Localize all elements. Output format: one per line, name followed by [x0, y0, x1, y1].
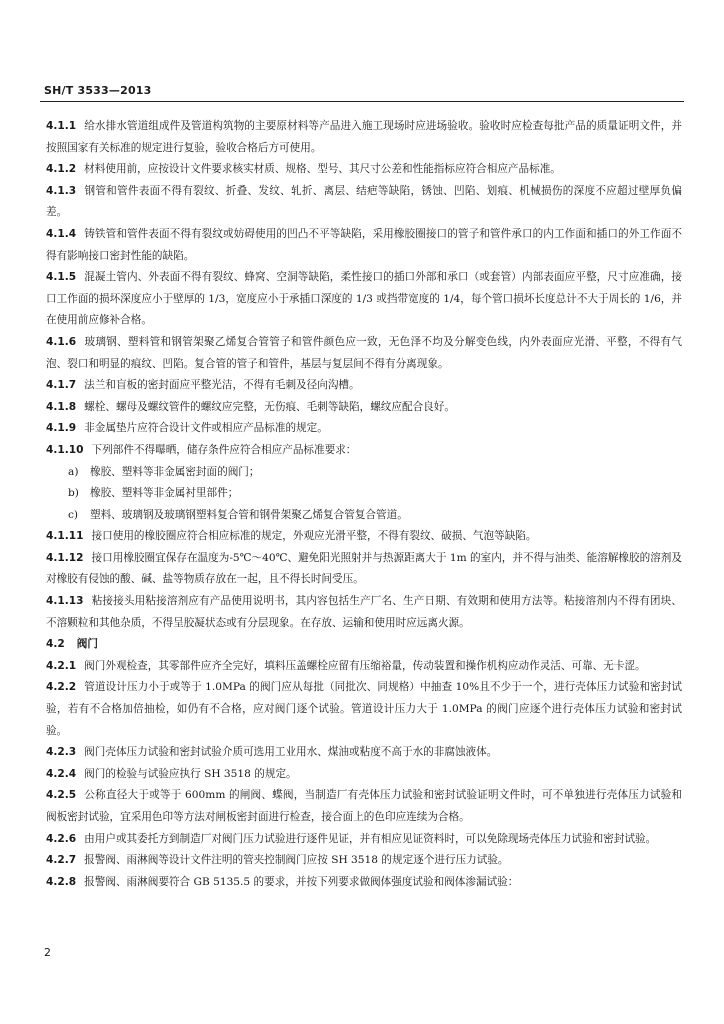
clause-number: 4.2.3 — [46, 746, 77, 759]
clause-number: 4.1.8 — [46, 400, 77, 413]
clause-paragraph — [46, 850, 682, 872]
standard-code: SH/T 3533—2013 — [44, 84, 152, 97]
header-rule — [40, 101, 684, 102]
list-text: 橡胶、塑料等非金属密封面的阀门； — [90, 465, 260, 478]
clause-text: 阀门的检验与试验应执行 SH 3518 的规定。 — [84, 767, 297, 780]
clause-paragraph — [46, 181, 682, 224]
clause-text: 螺栓、螺母及螺纹管件的螺纹应完整，无伤痕、毛刺等缺陷，螺纹应配合良好。 — [84, 400, 455, 413]
clause-paragraph — [46, 526, 682, 548]
clause-number: 4.1.12 — [46, 551, 84, 564]
content-body — [46, 116, 682, 893]
clause-paragraph — [46, 116, 682, 159]
clause-paragraph — [46, 440, 682, 462]
clause-text: 钢管和管件表面不得有裂纹、折叠、发纹、轧折、离层、结疤等缺陷，锈蚀、凹陷、划痕、机械损伤的深度不应超过壁厚负偏差。 — [46, 184, 682, 219]
clause-number: 4.2.2 — [46, 681, 77, 694]
clause-paragraph — [46, 785, 682, 828]
clause-text: 粘接接头用粘接溶剂应有产品使用说明书，其内容包括生产厂名、生产日期、有效期和使用方法等。粘接溶剂内不得有团块、不溶颗粒和其他杂质，不得呈胶凝状态或有分层现象。在存放、运输和使用时应远离火源。 — [46, 595, 682, 629]
clause-paragraph — [46, 267, 682, 332]
clause-text: 法兰和盲板的密封面应平整光洁，不得有毛刺及径向沟槽。 — [84, 379, 360, 392]
page-number: 2 — [44, 946, 51, 959]
clause-paragraph — [46, 764, 682, 786]
clause-number: 4.1.9 — [46, 422, 77, 435]
list-marker: a) — [68, 465, 79, 478]
clause-paragraph — [46, 548, 682, 591]
clause-paragraph — [46, 829, 682, 851]
clause-text: 材料使用前，应按设计文件要求核实材质、规格、型号、其尺寸公差和性能指标应符合相应产品标准。 — [84, 163, 561, 176]
clause-paragraph — [46, 159, 682, 181]
clause-text: 阀门外观检查，其零部件应齐全完好，填料压盖螺栓应留有压缩裕量，传动装置和操作机构应动作灵活、可靠、无卡涩。 — [84, 659, 646, 672]
clause-paragraph — [46, 397, 682, 419]
clause-paragraph — [46, 872, 682, 894]
clause-number: 4.1.3 — [46, 184, 77, 197]
clause-number: 4.1.6 — [46, 335, 77, 348]
clause-number: 4.1.1 — [46, 120, 77, 132]
clause-number: 4.1.2 — [46, 163, 77, 176]
clause-text: 阀门壳体压力试验和密封试验介质可选用工业用水、煤油或粘度不高于水的非腐蚀液体。 — [84, 746, 498, 759]
clause-text: 给水排水管道组成件及管道构筑物的主要原材料等产品进入施工现场时应进场验收。验收时应检查每批产品的质量证明文件，并按照国家有关标准的规定进行复验，验收合格后方可使用。 — [46, 120, 682, 154]
clause-paragraph — [46, 224, 682, 267]
list-text: 塑料、玻璃钢及玻璃钢塑料复合管和钢骨架聚乙烯复合管复合管道。 — [90, 508, 408, 521]
clause-number: 4.2.1 — [46, 659, 77, 672]
clause-number: 4.2.8 — [46, 875, 77, 888]
clause-text: 非金属垫片应符合设计文件或相应产品标准的规定。 — [84, 422, 328, 435]
clause-text: 接口用橡胶圈宜保存在温度为-5℃～40℃、避免阳光照射并与热源距离大于 1m 的室内，并不得与油类、能溶解橡胶的溶剂及对橡胶有侵蚀的酸、碱、盐等物质存放在一起，且不得长时间受压。 — [46, 551, 682, 586]
list-item — [68, 462, 682, 484]
clause-number: 4.1.13 — [46, 595, 84, 608]
clause-text: 公称直径大于或等于 600mm 的闸阀、蝶阀，当制造厂有壳体压力试验和密封试验证明文件时，可不单独进行壳体压力试验和阀板密封试验，宜采用色印等方法对闸板密封面进行检查，接合面上的色印应连续为合格。 — [46, 789, 682, 823]
clause-text: 玻璃钢、塑料管和钢管架聚乙烯复合管管子和管件颜色应一致，无色泽不均及分解变色线，内外表面应光滑、平整，不得有气泡、裂口和明显的痕纹、凹陷。复合管的管子和管件，基层与复层间不得有分离现象。 — [46, 335, 682, 370]
list-item — [68, 505, 682, 527]
clause-paragraph — [46, 656, 682, 678]
clause-text: 报警阀、雨淋阀等设计文件注明的管夹控制阀门应按 SH 3518 的规定逐个进行压力试验。 — [84, 854, 509, 867]
clause-paragraph — [46, 742, 682, 764]
clause-text: 管道设计压力小于或等于 1.0MPa 的阀门应从每批（同批次、同规格）中抽查 10%且不少于一个，进行壳体压力试验和密封试验，若有不合格加倍抽检，如仍有不合格，应对阀门逐个试验。管道设计压力大于 1.0MPa 的阀门应逐个进行壳体压力试验和密封试验。 — [46, 681, 682, 737]
clause-paragraph — [46, 591, 682, 634]
clause-text: 接口使用的橡胶圈应符合相应标准的规定，外观应光滑平整，不得有裂纹、破损、气泡等缺陷。 — [91, 530, 537, 543]
list-marker: c) — [68, 508, 79, 521]
clause-text: 混凝土管内、外表面不得有裂纹、蜂窝、空洞等缺陷，柔性接口的插口外部和承口（或套管）内部表面应平整，尺寸应准确，接口工作面的损坏深度应小于壁厚的 1/3，宽度应小于承插口深度的 1/3 或挡带宽度的 1/4，每个管口损坏长度总计不大于周长的 1/6，并在使用前应修补合格。 — [46, 271, 682, 327]
clause-paragraph — [46, 375, 682, 397]
clause-text: 下列部件不得曝晒，储存条件应符合相应产品标准要求： — [91, 443, 357, 456]
list-item — [68, 483, 682, 505]
clause-number: 4.1.10 — [46, 443, 84, 456]
section-heading: 4.2 阀门 — [46, 638, 98, 651]
clause-number: 4.1.5 — [46, 271, 77, 284]
clause-number: 4.1.7 — [46, 379, 77, 392]
clause-number: 4.1.4 — [46, 227, 77, 240]
list-marker: b) — [68, 487, 79, 500]
clause-number: 4.2.7 — [46, 854, 77, 867]
clause-paragraph — [46, 418, 682, 440]
list-text: 橡胶、塑料等非金属衬里部件； — [90, 487, 239, 500]
clause-paragraph — [46, 332, 682, 375]
clause-text: 报警阀、雨淋阀要符合 GB 5135.5 的要求，并按下列要求做阀体强度试验和阀体渗漏试验： — [84, 875, 519, 888]
clause-text: 由用户或其委托方到制造厂对阀门压力试验进行逐件见证，并有相应见证资料时，可以免除现场壳体压力试验和密封试验。 — [84, 832, 657, 845]
clause-number: 4.2.6 — [46, 832, 77, 845]
clause-paragraph — [46, 677, 682, 742]
clause-number: 4.2.5 — [46, 789, 77, 802]
clause-number: 4.2.4 — [46, 767, 77, 780]
clause-number: 4.1.11 — [46, 530, 84, 543]
clause-text: 铸铁管和管件表面不得有裂纹或妨碍使用的凹凸不平等缺陷，采用橡胶圈接口的管子和管件承口的内工作面和插口的外工作面不得有影响接口密封性能的缺陷。 — [46, 227, 682, 262]
